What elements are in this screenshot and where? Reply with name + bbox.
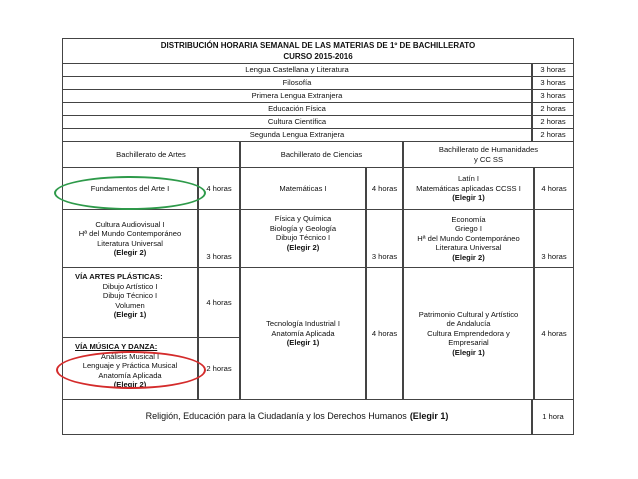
ciencias-r3-hours: 4 horas [366, 268, 403, 400]
track-header-humanidades: Bachillerato de Humanidades y CC SS [403, 142, 574, 168]
common-hours-cell: 2 horas [532, 116, 574, 129]
common-hours-cell: 3 horas [532, 64, 574, 77]
common-subject-row: Cultura Científica [62, 116, 532, 129]
title-line-2: CURSO 2015-2016 [283, 52, 353, 61]
artes-r1-subject: Fundamentos del Arte I [62, 168, 198, 210]
track-header-ciencias: Bachillerato de Ciencias [240, 142, 403, 168]
artes-r2-hours: 3 horas [198, 210, 240, 268]
common-hours-cell: 3 horas [532, 90, 574, 103]
humanidades-r2-hours: 3 horas [534, 210, 574, 268]
common-subject-row: Segunda Lengua Extranjera [62, 129, 532, 142]
humanidades-r3-subjects: Patrimonio Cultural y Artístico de Andalucía Cultura Emprendedora y Empresarial (Elegir 1) [403, 268, 534, 400]
title-line-1: DISTRIBUCIÓN HORARIA SEMANAL DE LAS MATERIAS DE 1º DE BACHILLERATO [160, 41, 476, 50]
artes-r1-hours: 4 horas [198, 168, 240, 210]
ciencias-r2-subjects: Física y Química Biología y Geología Dibujo Técnico I (Elegir 2) [240, 210, 366, 268]
common-hours-cell: 3 horas [532, 77, 574, 90]
via-musica-danza: VÍA MÚSICA Y DANZA: Análisis Musical I Lenguaje y Práctica Musical Anatomía Aplicada (Elegir 2) [62, 338, 198, 400]
humanidades-r1-subjects: Latín I Matemáticas aplicadas CCSS I (Elegir 1) [403, 168, 534, 210]
via-musica-hours: 2 horas [198, 338, 240, 400]
common-subject-row: Educación Física [62, 103, 532, 116]
humanidades-r3-hours: 4 horas [534, 268, 574, 400]
via-artes-hours: 4 horas [198, 268, 240, 338]
common-hours-cell: 2 horas [532, 129, 574, 142]
common-subject-row: Lengua Castellana y Literatura [62, 64, 532, 77]
footer-hours: 1 hora [532, 400, 574, 435]
ciencias-r3-subjects: Tecnología Industrial I Anatomía Aplicada (Elegir 1) [240, 268, 366, 400]
artes-r2-subjects: Cultura Audiovisual I Hª del Mundo Contemporáneo Literatura Universal (Elegir 2) [62, 210, 198, 268]
common-hours-cell: 2 horas [532, 103, 574, 116]
timetable [62, 38, 574, 435]
humanidades-r2-subjects: Economía Griego I Hª del Mundo Contemporáneo Literatura Universal (Elegir 2) [403, 210, 534, 268]
humanidades-r1-hours: 4 horas [534, 168, 574, 210]
footer-religion: Religión, Educación para la Ciudadanía y los Derechos Humanos (Elegir 1) [62, 400, 532, 435]
track-header-artes: Bachillerato de Artes [62, 142, 240, 168]
via-artes-plasticas: VÍA ARTES PLÁSTICAS: Dibujo Artístico I Dibujo Técnico I Volumen (Elegir 1) [62, 268, 198, 338]
ciencias-r2-hours: 3 horas [366, 210, 403, 268]
ciencias-r1-subject: Matemáticas I [240, 168, 366, 210]
table-title [62, 38, 574, 64]
common-subject-row: Filosofía [62, 77, 532, 90]
common-subject-row: Primera Lengua Extranjera [62, 90, 532, 103]
ciencias-r1-hours: 4 horas [366, 168, 403, 210]
